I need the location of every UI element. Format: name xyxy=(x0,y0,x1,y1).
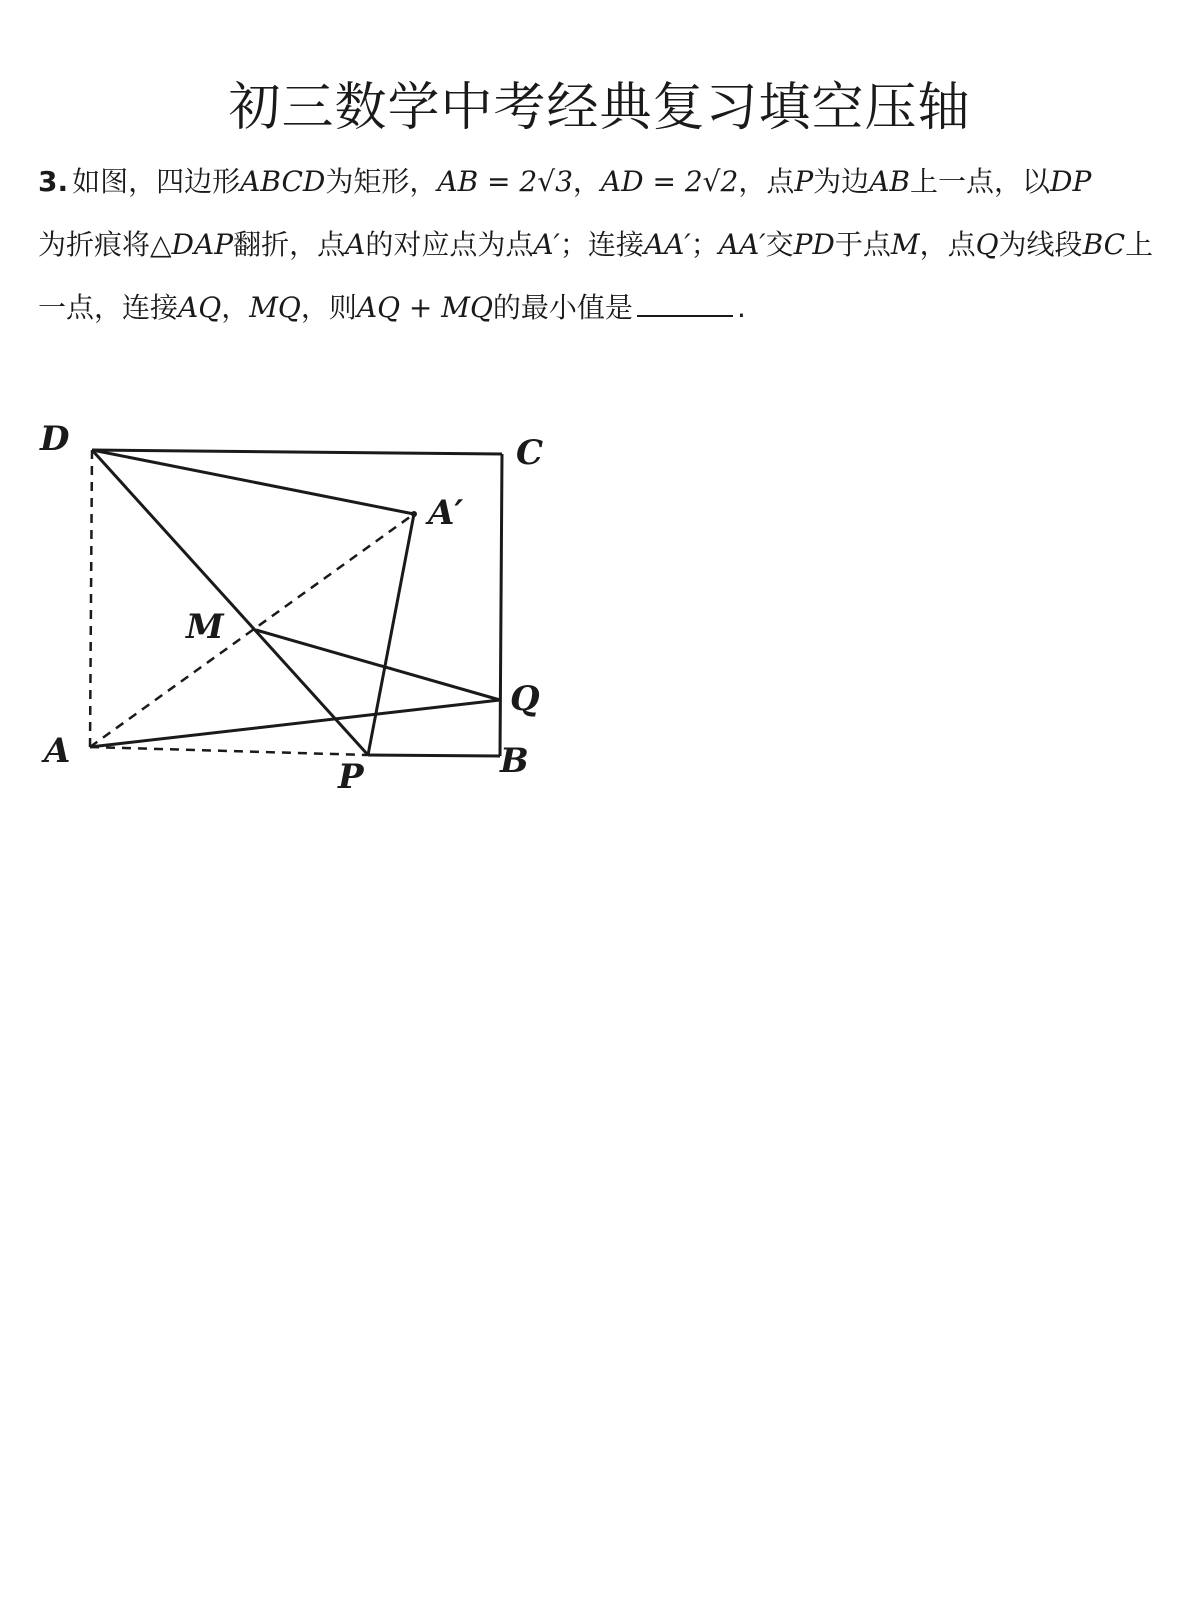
text-seg: . xyxy=(736,291,746,324)
text-seg: 上一点，以 xyxy=(909,165,1050,198)
math-seg: PD xyxy=(793,228,835,261)
label-m: M xyxy=(186,607,224,647)
segment-cb xyxy=(500,454,502,756)
math-seg: DAP xyxy=(171,228,234,261)
math-seg: AB xyxy=(869,165,910,198)
math-seg: A′ xyxy=(533,228,560,261)
label-d: D xyxy=(40,419,70,459)
text-seg: 翻折，点 xyxy=(233,228,346,261)
math-seg: AB = 2√3 xyxy=(437,165,573,198)
math-seg: A xyxy=(345,228,366,261)
page-title: 初三数学中考经典复习填空压轴 xyxy=(228,78,971,138)
segment-aa-prime-dashed xyxy=(90,514,414,747)
text-seg: 的最小值是 xyxy=(492,291,633,324)
text-seg: ； xyxy=(690,228,719,261)
label-q: Q xyxy=(510,679,540,719)
math-seg: AQ + MQ xyxy=(356,291,493,324)
text-seg: ；连接 xyxy=(559,228,644,261)
text-seg: 交 xyxy=(765,228,794,261)
math-seg: BC xyxy=(1082,228,1126,261)
label-a: A xyxy=(44,731,71,771)
math-seg: DP xyxy=(1050,165,1092,198)
math-seg: ABCD xyxy=(240,165,326,198)
segment-da-dashed xyxy=(90,450,92,747)
problem-number: 3. xyxy=(38,165,69,198)
math-seg: P xyxy=(794,165,814,198)
text-seg: ，点 xyxy=(919,228,976,261)
text-seg: ， xyxy=(221,291,250,324)
text-seg: ，则 xyxy=(300,291,357,324)
text-seg: ， xyxy=(572,165,601,198)
math-seg: MQ xyxy=(249,291,301,324)
math-seg: AD = 2√2 xyxy=(600,165,739,198)
label-a-prime: A′ xyxy=(428,493,464,533)
label-p: P xyxy=(338,757,364,797)
text-seg: ，点 xyxy=(738,165,795,198)
point-a-prime-dot xyxy=(411,511,417,517)
label-c: C xyxy=(516,433,544,473)
label-b: B xyxy=(500,741,529,781)
text-seg: 上一点，连接 xyxy=(38,228,1154,324)
geometry-figure xyxy=(30,400,590,820)
text-seg: 为矩形， xyxy=(325,165,438,198)
segment-pb xyxy=(368,755,500,756)
segment-dc xyxy=(92,450,502,454)
text-seg: 为折痕将△ xyxy=(38,228,172,261)
math-seg: AA′ xyxy=(718,228,766,261)
math-seg: M xyxy=(890,228,920,261)
segment-mq xyxy=(256,630,500,700)
math-seg: AQ xyxy=(178,291,222,324)
segment-aq xyxy=(90,700,500,747)
problem-text xyxy=(38,150,1168,339)
math-seg: Q xyxy=(975,228,999,261)
answer-blank[interactable] xyxy=(637,293,733,317)
math-seg: AA′ xyxy=(643,228,691,261)
segment-a-prime-p xyxy=(368,514,414,755)
text-seg: 为边 xyxy=(813,165,870,198)
text-seg: 的对应点为点 xyxy=(365,228,534,261)
text-seg: 于点 xyxy=(834,228,891,261)
text-seg: 为线段 xyxy=(998,228,1083,261)
text-seg: 如图，四边形 xyxy=(72,165,241,198)
segment-ap-dashed xyxy=(90,747,368,755)
